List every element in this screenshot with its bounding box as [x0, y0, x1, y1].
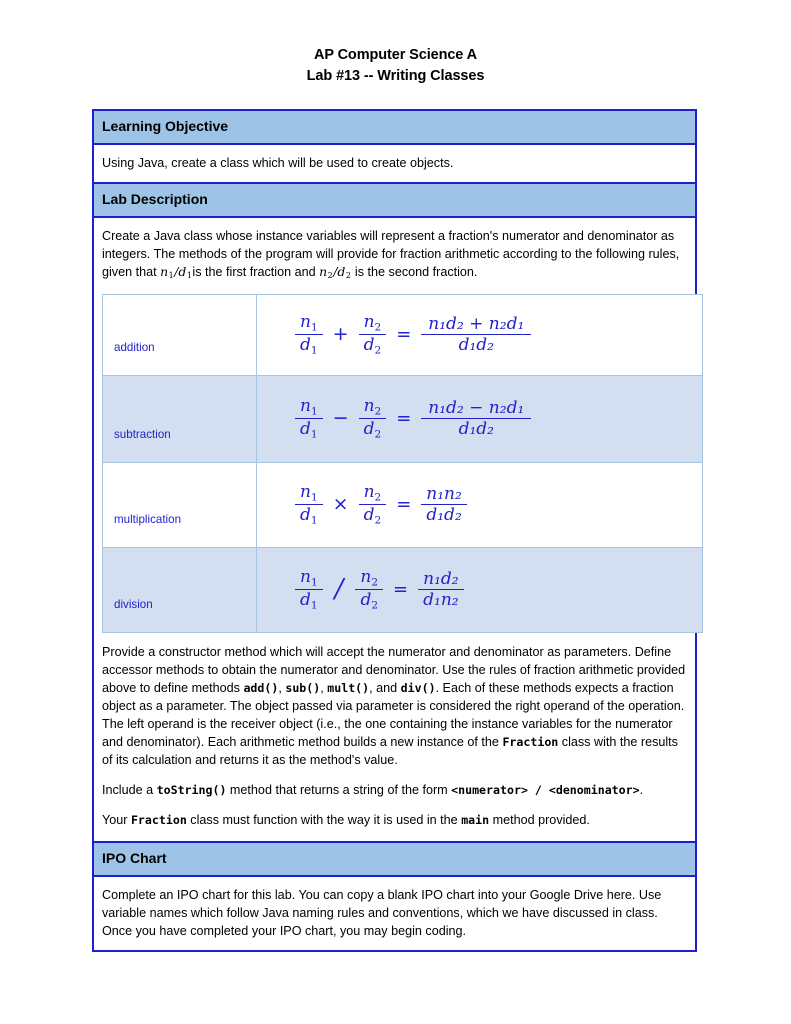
methods-text-b: , [278, 680, 286, 695]
formula-sub-left-denominator: $d_1$ [300, 419, 318, 441]
lab-description-main-paragraph [102, 811, 687, 829]
formula-div-left-fraction [295, 568, 323, 612]
formula-add-result-denominator: d₁d₂ [458, 335, 494, 356]
page-title-line-1: AP Computer Science A [313, 47, 478, 63]
formula-mul-right-denominator: $d_2$ [363, 505, 382, 527]
lab-description-tostring-paragraph [102, 781, 687, 799]
formula-add-left-fraction [295, 313, 323, 357]
inline-frac1-numerator: n [160, 263, 169, 279]
section-header-learning-objective: Learning Objective [94, 111, 695, 145]
formula-mul-result-numerator: n₁n₂ [421, 485, 467, 505]
operation-formula-addition [257, 294, 703, 375]
ipo-chart-text: Complete an IPO chart for this lab. You can copy a blank IPO chart into your Google Drive here. Use variable names which follow Java naming rules and conventions, which we have discussed in class. Once you have completed your IPO chart, you may begin coding. [102, 887, 662, 938]
formula-div-result-numerator: n₁d₂ [418, 570, 463, 590]
formula-sub-left-fraction [295, 397, 323, 441]
formula-div-right-denominator: $d_2$ [360, 590, 379, 612]
code-div-method: div() [400, 680, 436, 695]
code-mult-method: mult() [327, 680, 370, 695]
operation-label-division: division [103, 547, 257, 632]
main-text-a: Your [102, 812, 131, 827]
inline-frac1-denominator-sub: 1 [186, 271, 192, 281]
code-fraction-class-2: Fraction [130, 812, 187, 827]
methods-text-f: class with the results of its calculation and returns it as the method's value. [102, 734, 678, 767]
formula-add-right-numerator: $n_2$ [359, 313, 387, 335]
inline-frac1-slash: / [174, 263, 179, 279]
methods-text-e: . Each of these methods expects a fraction object as a parameter. The object passed via parameter is considered the right operand of the operation. The left operand is the receiver object (i.e., the one containing the instance variables for the numerator and denominator). Each arithmetic method builds a new instance of the [102, 680, 685, 749]
methods-text-a: Provide a constructor method which will accept the numerator and denominator as parameters. Define accessor methods to obtain the numerator and denominator. Use the rules of fraction arithmetic provided above to define methods [102, 644, 686, 695]
inline-frac1-numerator-sub: 1 [168, 271, 174, 281]
formula-div-left-denominator: $d_1$ [300, 590, 318, 612]
formula-mul-right-numerator: $n_2$ [359, 483, 387, 505]
operation-label-multiplication: multiplication [103, 462, 257, 547]
table-row-subtraction [103, 375, 703, 462]
operation-formula-subtraction [257, 375, 703, 462]
operation-label-subtraction: subtraction [103, 375, 257, 462]
formula-add-right-denominator: $d_2$ [363, 335, 382, 357]
table-row-addition [103, 294, 703, 375]
inline-fraction-two [319, 264, 351, 279]
formula-div-result-denominator: d₁n₂ [423, 590, 459, 611]
code-add-method: add() [243, 680, 279, 695]
formula-sub-right-denominator: $d_2$ [363, 419, 382, 441]
formula-add-equals: = [396, 323, 412, 345]
code-fraction-class-1: Fraction [502, 734, 559, 749]
formula-div-right-numerator: $n_2$ [355, 568, 383, 590]
formula-expression-addition [295, 313, 702, 357]
formula-add-left-numerator: $n_1$ [295, 313, 323, 335]
page-title-line-2: Lab #13 -- Writing Classes [306, 67, 485, 84]
formula-sub-left-numerator: $n_1$ [295, 397, 323, 419]
formula-div-left-numerator: $n_1$ [295, 568, 323, 590]
formula-sub-operator: − [332, 407, 349, 430]
formula-div-result-fraction [418, 570, 463, 609]
formula-add-left-denominator: $d_1$ [300, 335, 318, 357]
formula-mul-right-fraction [359, 483, 387, 527]
methods-text-d: , and [369, 680, 401, 695]
learning-objective-text: Using Java, create a class which will be used to create objects. [102, 155, 454, 170]
section-header-lab-description: Lab Description [94, 184, 695, 218]
formula-add-right-fraction [359, 313, 387, 357]
main-text-c: method provided. [489, 812, 590, 827]
formula-mul-left-denominator: $d_1$ [300, 505, 318, 527]
methods-text-c: , [320, 680, 328, 695]
inline-frac2-numerator: n [319, 263, 328, 279]
formula-mul-left-fraction [295, 483, 323, 527]
table-row-multiplication [103, 462, 703, 547]
formula-mul-result-fraction [421, 485, 467, 524]
formula-sub-result-numerator: n₁d₂ − n₂d₁ [421, 399, 531, 419]
lab-description-methods-paragraph [102, 643, 687, 769]
formula-mul-result-denominator: d₁d₂ [426, 505, 462, 526]
inline-frac2-denominator: d [337, 263, 346, 279]
code-tostring-method: toString() [156, 782, 227, 797]
intro-text-part-2: is the first fraction and [192, 264, 320, 279]
lab-document-container [92, 109, 697, 952]
formula-expression-division [295, 568, 702, 612]
formula-mul-left-numerator: $n_1$ [295, 483, 323, 505]
table-row-division [103, 547, 703, 632]
section-body-learning-objective [94, 145, 695, 184]
intro-text-part-3: is the second fraction. [351, 264, 478, 279]
code-sub-method: sub() [285, 680, 321, 695]
section-body-ipo-chart [94, 877, 695, 950]
formula-sub-right-numerator: $n_2$ [359, 397, 387, 419]
inline-frac2-denominator-sub: 2 [345, 271, 351, 281]
section-header-ipo-chart: IPO Chart [94, 843, 695, 877]
operation-formula-division [257, 547, 703, 632]
inline-frac2-numerator-sub: 2 [327, 271, 333, 281]
inline-frac1-denominator: d [178, 263, 187, 279]
formula-mul-operator: × [332, 493, 349, 516]
formula-mul-equals: = [396, 493, 412, 515]
formula-sub-result-denominator: d₁d₂ [458, 419, 494, 440]
formula-expression-subtraction [295, 397, 702, 441]
intro-text-part-1: Create a Java class whose instance variables will represent a fraction's numerator and denominator as integers. The methods of the program will provide for fraction arithmetic according to the following rules, given that [102, 228, 680, 279]
tostring-text-c: . [639, 782, 644, 797]
operation-formula-multiplication [257, 462, 703, 547]
formula-sub-right-fraction [359, 397, 387, 441]
code-tostring-form: <numerator> / <denominator> [451, 782, 640, 797]
tostring-text-b: method that returns a string of the form [226, 782, 452, 797]
operation-label-addition: addition [103, 294, 257, 375]
formula-div-right-fraction [355, 568, 383, 612]
formula-add-result-numerator: n₁d₂ + n₂d₁ [421, 315, 531, 335]
section-body-lab-description [94, 218, 695, 843]
tostring-text-a: Include a [102, 782, 157, 797]
formula-sub-equals: = [396, 407, 412, 429]
lab-description-intro [102, 227, 687, 282]
page-title [0, 0, 791, 86]
formula-sub-result-fraction [421, 399, 531, 438]
inline-frac2-slash: / [333, 263, 338, 279]
formula-expression-multiplication [295, 483, 702, 527]
main-text-b: class must function with the way it is used in the [186, 812, 462, 827]
formula-add-operator: + [332, 323, 349, 346]
fraction-rules-table [102, 294, 703, 633]
formula-div-operator: / [334, 574, 344, 605]
formula-div-equals: = [393, 578, 409, 600]
inline-fraction-one [160, 264, 192, 279]
code-main-method: main [461, 812, 490, 827]
formula-add-result-fraction [421, 315, 531, 354]
